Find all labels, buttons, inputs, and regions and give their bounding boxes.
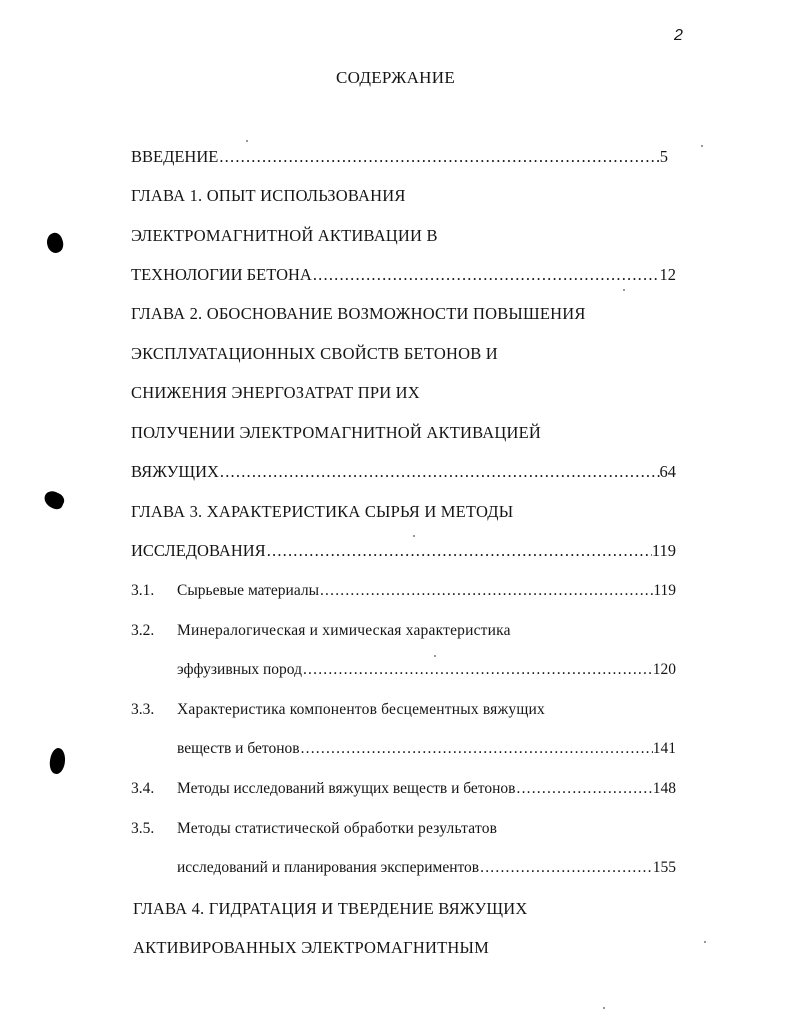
toc-label: ВВЕДЕНИЕ <box>131 147 219 166</box>
toc-label: ИССЛЕДОВАНИЯ <box>131 541 266 560</box>
toc-entry-section-3-4 <box>177 780 676 798</box>
section-3-5-line-1: Методы статистической обработки результатов <box>177 820 498 837</box>
toc-page: 64 <box>659 462 676 481</box>
section-number: 3.1. <box>131 582 155 599</box>
toc-entry-chapter-3 <box>131 541 676 561</box>
scan-speck <box>246 140 248 142</box>
toc-page: 119 <box>651 541 676 560</box>
toc-label: Методы исследований вяжущих веществ и бетонов <box>177 780 516 797</box>
leader-dots <box>219 462 660 482</box>
section-number: 3.5. <box>131 820 155 837</box>
scan-speck <box>413 535 415 537</box>
toc-entry-section-3-2 <box>177 661 676 679</box>
toc-label: веществ и бетонов <box>177 740 300 757</box>
toc-page: 5 <box>659 147 668 166</box>
toc-label: ТЕХНОЛОГИИ БЕТОНА <box>131 265 312 284</box>
section-number: 3.4. <box>131 780 155 797</box>
chapter-4-line-2: АКТИВИРОВАННЫХ ЭЛЕКТРОМАГНИТНЫМ <box>133 938 489 957</box>
section-number: 3.3. <box>131 701 155 718</box>
scan-speck <box>701 145 703 147</box>
toc-page: 148 <box>652 780 676 797</box>
chapter-2-line-4: ПОЛУЧЕНИИ ЭЛЕКТРОМАГНИТНОЙ АКТИВАЦИЕЙ <box>131 423 541 442</box>
toc-page: 155 <box>652 859 676 876</box>
chapter-2-line-2: ЭКСПЛУАТАЦИОННЫХ СВОЙСТВ БЕТОНОВ И <box>131 344 498 363</box>
toc-label: Сырьевые материалы <box>177 582 319 599</box>
scan-speck <box>434 655 436 657</box>
toc-label: эффузивных пород <box>177 661 302 678</box>
leader-dots <box>266 541 652 561</box>
scan-speck <box>704 941 706 943</box>
page-number: 2 <box>674 27 683 44</box>
chapter-3-line-1: ГЛАВА 3. ХАРАКТЕРИСТИКА СЫРЬЯ И МЕТОДЫ <box>131 502 514 521</box>
section-3-3-line-1: Характеристика компонентов бесцементных вяжущих <box>177 701 545 718</box>
leader-dots <box>218 147 659 167</box>
chapter-2-line-1: ГЛАВА 2. ОБОСНОВАНИЕ ВОЗМОЖНОСТИ ПОВЫШЕНИЯ <box>131 304 586 323</box>
leader-dots <box>300 740 653 758</box>
chapter-4-line-1: ГЛАВА 4. ГИДРАТАЦИЯ И ТВЕРДЕНИЕ ВЯЖУЩИХ <box>133 899 528 918</box>
leader-dots <box>479 859 653 877</box>
leader-dots <box>516 780 653 798</box>
chapter-1-line-1: ГЛАВА 1. ОПЫТ ИСПОЛЬЗОВАНИЯ <box>131 186 406 205</box>
binding-hole-mark <box>42 489 67 512</box>
toc-entry-section-3-3 <box>177 740 676 758</box>
toc-entry-section-3-5 <box>177 859 676 877</box>
binding-hole-mark <box>48 747 67 775</box>
toc-label: исследований и планирования экспериментов <box>177 859 480 876</box>
toc-entry-chapter-2 <box>131 462 676 482</box>
leader-dots <box>302 661 653 679</box>
chapter-1-line-2: ЭЛЕКТРОМАГНИТНОЙ АКТИВАЦИИ В <box>131 226 438 245</box>
toc-page: 119 <box>653 582 676 599</box>
binding-hole-mark <box>44 231 66 255</box>
toc-entry-intro <box>131 147 668 167</box>
toc-page: 12 <box>659 265 676 284</box>
leader-dots <box>312 265 660 285</box>
toc-label: ВЯЖУЩИХ <box>131 462 219 481</box>
page-title: СОДЕРЖАНИЕ <box>335 68 456 87</box>
scan-speck <box>603 1007 605 1009</box>
chapter-2-line-3: СНИЖЕНИЯ ЭНЕРГОЗАТРАТ ПРИ ИХ <box>131 383 420 402</box>
scan-speck <box>623 289 625 291</box>
leader-dots <box>319 582 653 600</box>
toc-page: 141 <box>652 740 676 757</box>
toc-entry-section-3-1 <box>177 582 676 600</box>
section-3-2-line-1: Минералогическая и химическая характеристика <box>177 622 511 639</box>
section-number: 3.2. <box>131 622 155 639</box>
toc-entry-chapter-1 <box>131 265 676 285</box>
toc-page: 120 <box>652 661 676 678</box>
